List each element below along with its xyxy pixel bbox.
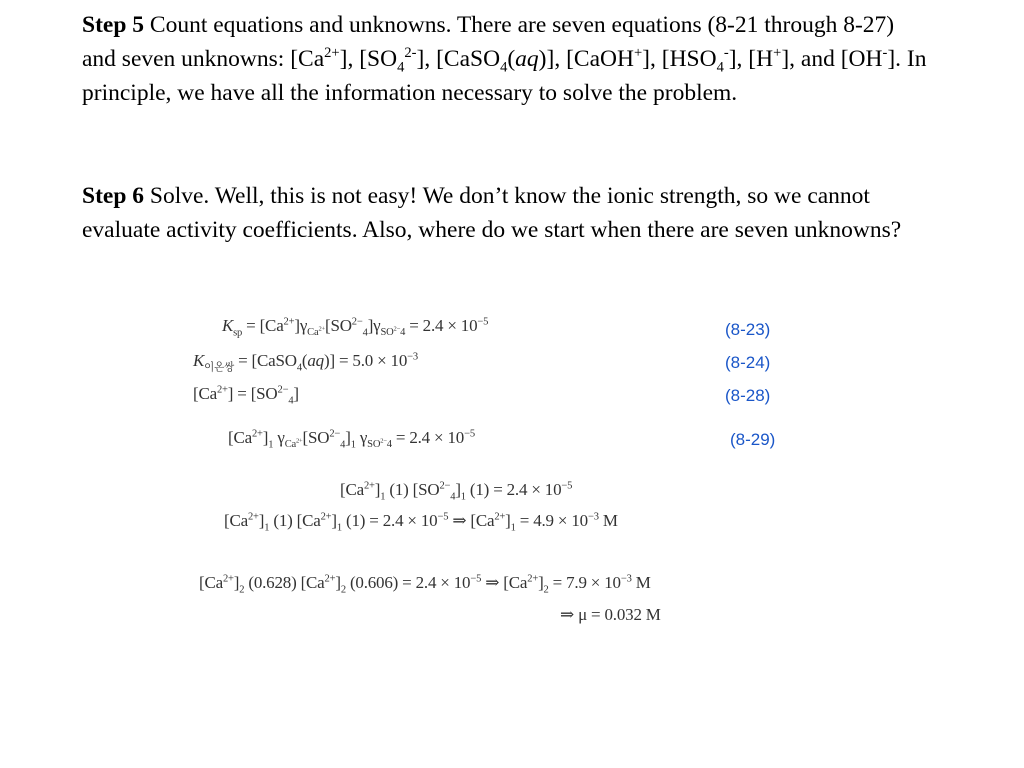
- equation-ion-pair: $K_{이온쌍}$ = [CaSO$_4$(aq)] = $5.0 \times 10^{-3}$: [193, 351, 418, 374]
- step6-text: Solve. Well, this is not easy! We don’t know the ionic strength, so we cannot evaluate activity coefficients. Also, where do we start when there are seven unknowns?: [82, 183, 902, 243]
- equation-number: (8-23): [725, 320, 771, 339]
- equation-number: (8-29): [730, 430, 776, 449]
- equation-second-approx: $[Ca^{2+}]_2$ (0.628) $[Ca^{2+}]_2$ $(0.606) = 2.4 \times 10^{-5}$ ⇒ $[Ca^{2+}]_2 = 7.9 \times 10^{-3}$ M: [199, 573, 651, 596]
- equation-ionic-strength: ⇒ μ = 0.032 M: [560, 605, 661, 624]
- step6-label: Step 6: [82, 183, 145, 209]
- equation-iteration: $[Ca^{2+}]_1$ $\gamma_{Ca^{2+}}[SO^{2-}_4]_1$ $\gamma_{SO^{2-}4} = 2.4 \times 10^{-5}$: [228, 428, 475, 451]
- step6-paragraph: [82, 179, 932, 247]
- equation-first-approx: $[Ca^{2+}]_1$ (1) $[SO^{2-}_4]_1$ $(1) = 2.4 \times 10^{-5}$: [340, 480, 573, 503]
- step5-paragraph: Step 5 Count equations and unknowns. There are seven equations (8-21 through 8-27) and seven unknowns: $[Ca^{2+}]$, $[SO_4^{2-}]$, [CaSO$_4$(aq)], [CaOH+], $[HSO_4^-]$, [H+], and [OH-]. In principle, we have all the information necessary to solve the problem.: [82, 12, 927, 106]
- equation-number: (8-28): [725, 386, 771, 405]
- step5-label: Step 5: [82, 12, 145, 38]
- equation-first-result: $[Ca^{2+}]_1$ (1) $[Ca^{2+}]_1$ $(1) = 2.4 \times 10^{-5}$ ⇒ $[Ca^{2+}]_1 = 4.9 \times 10^{-3}$ M: [224, 511, 618, 534]
- equation-number: (8-24): [725, 353, 771, 372]
- equation-mass-balance: $[Ca^{2+}] = [SO^{2-}_4]$: [193, 384, 299, 407]
- equation-ksp: $K_{sp} = [Ca^{2+}]\gamma_{Ca^{2+}}[SO^{2-}_4]\gamma_{SO^{2-}4} = 2.4 \times 10^{-5}$: [222, 316, 489, 339]
